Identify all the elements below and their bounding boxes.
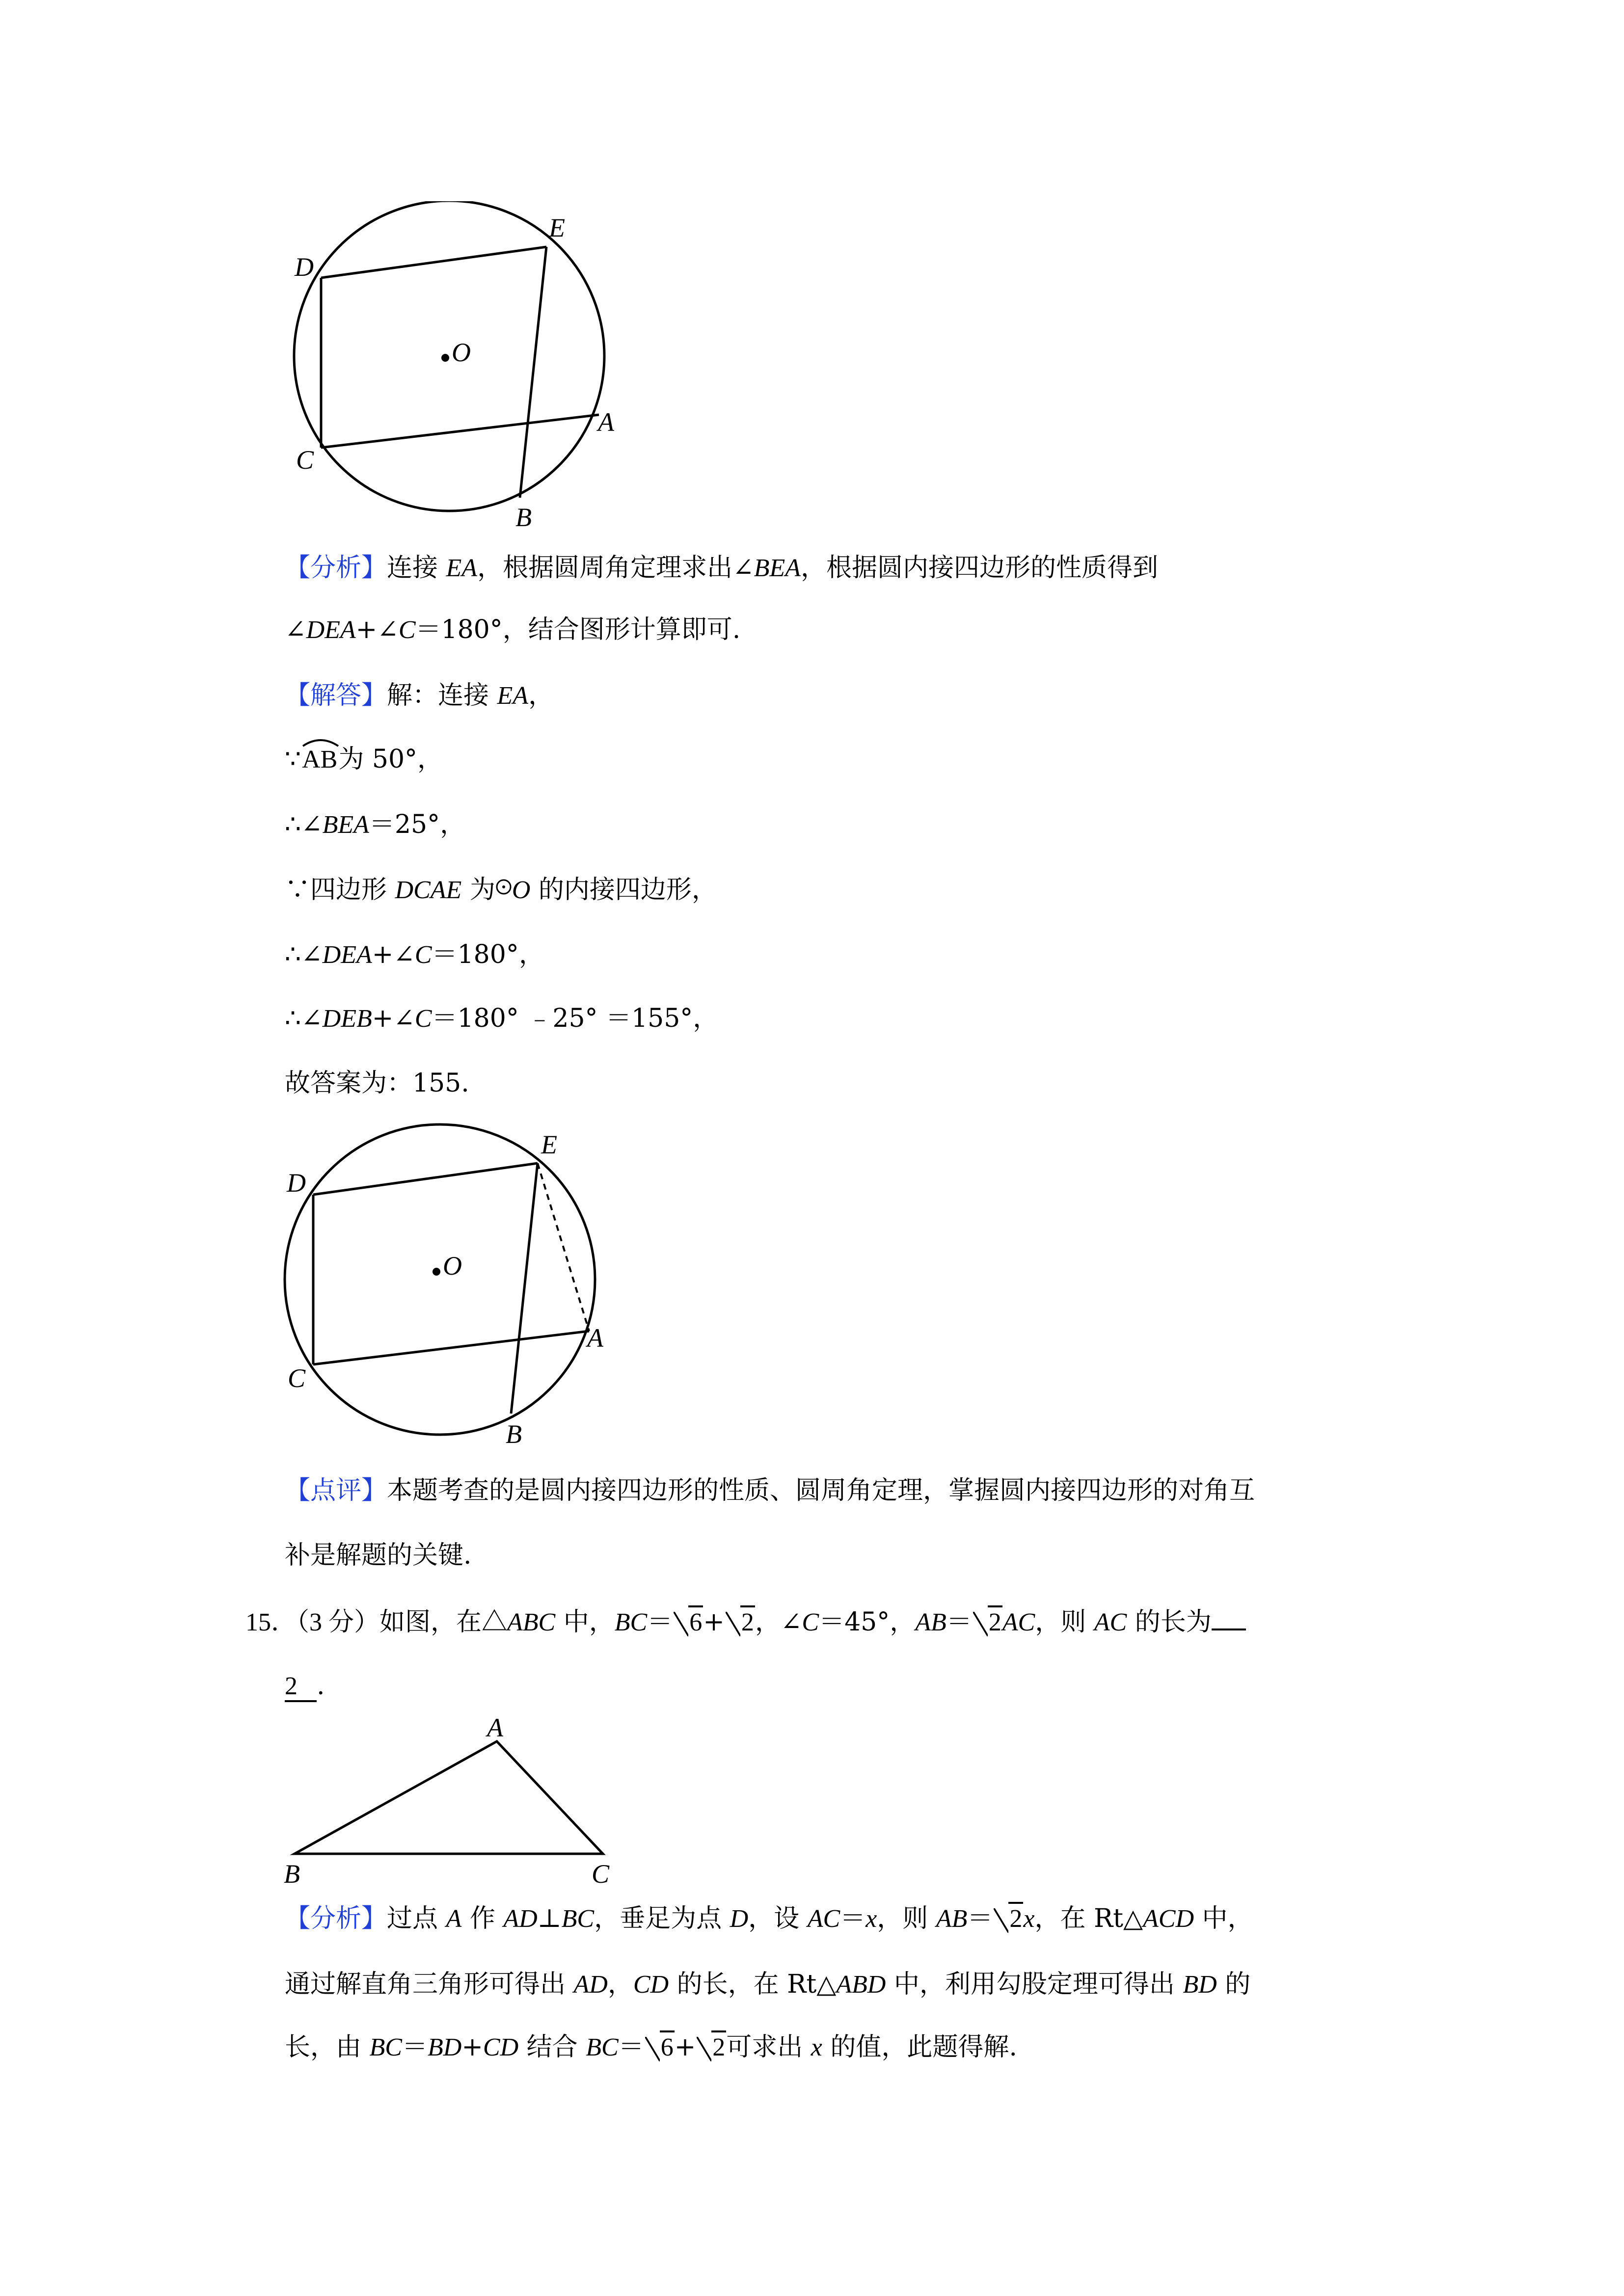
- solution-line-6: ∴∠DEB+∠C＝180° ﹣25° ＝155°，: [285, 1004, 719, 1033]
- label-e: E: [549, 213, 565, 242]
- question-15-line-1: 15．（3 分）如图，在△ABC 中，BC＝ 6+ 2，∠C＝45°，AB＝ 2AC，则 AC 的长为: [245, 1605, 1246, 1640]
- label-d: D: [287, 1168, 306, 1198]
- answer-value: 2: [285, 1672, 298, 1700]
- figure-triangle-abc: [275, 1713, 628, 1890]
- sqrt-2: 2: [994, 1901, 1023, 1936]
- question-15-line-2: 2 .: [285, 1671, 325, 1701]
- q15-analysis-line-2: 通过解直角三角形可得出 AD，CD 的长，在 Rt△ABD 中，利用勾股定理可得出 BD 的: [285, 1970, 1251, 1999]
- analysis-tag: 【分析】: [285, 553, 387, 583]
- analysis-tag: 【分析】: [285, 1904, 387, 1933]
- circle-o: [285, 1124, 595, 1435]
- segment-de: [313, 1163, 538, 1195]
- label-d: D: [295, 252, 314, 282]
- circle-o: [294, 201, 604, 511]
- label-o: O: [452, 338, 471, 367]
- segment-ca: [313, 1331, 589, 1364]
- triangle-abc: [295, 1741, 603, 1854]
- q15-analysis-line-1: 【分析】过点 A 作 AD⊥BC，垂足为点 D，设 AC＝x，则 AB＝ 2x，在 Rt△ACD 中，: [285, 1901, 1253, 1936]
- center-point: [441, 354, 449, 362]
- segment-eb: [520, 247, 546, 498]
- solution-line-2: ∵ AB为 50°，: [285, 742, 443, 777]
- label-o: O: [443, 1251, 462, 1281]
- comment-line-2: 补是解题的关键.: [285, 1541, 472, 1570]
- label-c: C: [592, 1859, 610, 1889]
- label-a: A: [598, 407, 614, 437]
- sqrt-2: 2: [726, 1605, 755, 1640]
- arc-ab: AB: [301, 742, 338, 777]
- label-c: C: [296, 445, 314, 475]
- label-b: B: [506, 1419, 522, 1449]
- sqrt-6: 6: [645, 2030, 675, 2065]
- figure-circle-quadrilateral-1: [275, 201, 628, 545]
- segment-ea-dashed: [538, 1163, 589, 1331]
- segment-de: [321, 247, 546, 278]
- segment-ca: [321, 415, 599, 448]
- label-a: A: [587, 1323, 603, 1353]
- label-c: C: [288, 1363, 306, 1393]
- sqrt-6: 6: [674, 1605, 703, 1640]
- solution-line-7: 故答案为：155.: [285, 1068, 469, 1098]
- comment-tag: 【点评】: [285, 1476, 387, 1505]
- label-e: E: [541, 1130, 557, 1159]
- sqrt-2: 2: [973, 1605, 1002, 1640]
- comment-line-1: 【点评】本题考查的是圆内接四边形的性质、圆周角定理，掌握圆内接四边形的对角互: [285, 1476, 1255, 1505]
- solution-tag: 【解答】: [285, 681, 387, 710]
- arc-icon: [301, 736, 340, 748]
- solution-line-5: ∴∠DEA+∠C＝180°，: [285, 940, 544, 969]
- center-point: [433, 1268, 440, 1276]
- q15-analysis-line-3: 长，由 BC＝BD+CD 结合 BC＝ 6+ 2可求出 x 的值，此题得解.: [285, 2030, 1017, 2065]
- answer-blank-start: [1212, 1609, 1246, 1630]
- solution-line-1: 【解答】解：连接 EA，: [285, 681, 554, 710]
- figure-circle-quadrilateral-2: [275, 1109, 628, 1453]
- analysis-line-1: 【分析】连接 EA，根据圆周角定理求出∠BEA，根据圆内接四边形的性质得到: [285, 553, 1158, 583]
- label-b: B: [284, 1859, 300, 1889]
- sqrt-2: 2: [697, 2030, 726, 2065]
- label-b: B: [515, 503, 532, 532]
- solution-line-4: ∵四边形 DCAE 为 O 的内接四边形，: [285, 875, 717, 905]
- label-a: A: [487, 1713, 503, 1742]
- analysis-line-2: ∠DEA+∠C＝180°，结合图形计算即可.: [285, 615, 741, 644]
- solution-line-3: ∴∠BEA＝25°，: [285, 810, 466, 839]
- segment-eb: [511, 1163, 538, 1414]
